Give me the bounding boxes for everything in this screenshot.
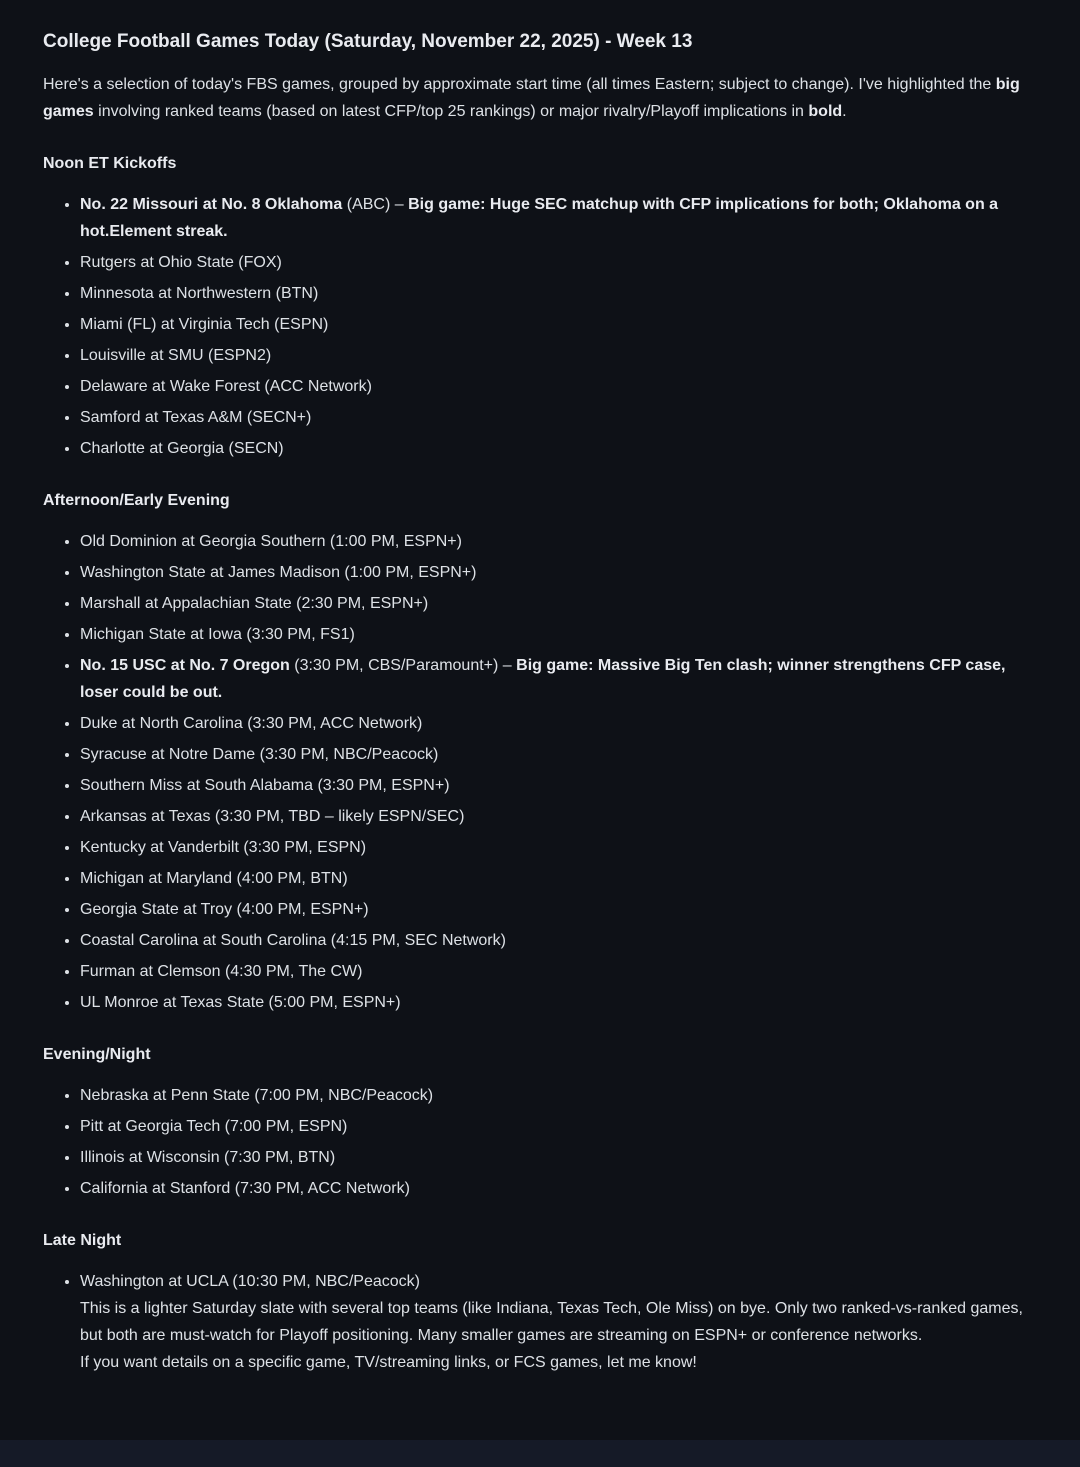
game-list-item bbox=[80, 741, 1035, 768]
note-line: This is a lighter Saturday slate with several top teams (like Indiana, Texas Tech, Ole Miss) on bye. Only two ranked-vs-ranked games, but both are must-watch for Playoff positioning. Many smaller games are streaming on ESPN+ or conference networks. bbox=[80, 1300, 1023, 1344]
game-list-item bbox=[80, 772, 1035, 799]
note-line: If you want details on a specific game, TV/streaming links, or FCS games, let me know! bbox=[80, 1354, 697, 1371]
game-text: Charlotte at Georgia (SECN) bbox=[80, 440, 284, 457]
intro-bold-text: big games bbox=[43, 76, 1020, 120]
game-list-item bbox=[80, 1144, 1035, 1171]
section-heading: Evening/Night bbox=[43, 1046, 151, 1063]
game-list-item bbox=[80, 989, 1035, 1016]
game-list-item bbox=[80, 621, 1035, 648]
game-text: Georgia State at Troy (4:00 PM, ESPN+) bbox=[80, 901, 369, 918]
game-list-item bbox=[80, 834, 1035, 861]
game-list-item bbox=[80, 927, 1035, 954]
game-list-item bbox=[80, 1082, 1035, 1109]
schedule-sections bbox=[43, 150, 1035, 1376]
game-list-item bbox=[80, 1175, 1035, 1202]
game-bold-text: Big game: Massive Big Ten clash; winner strengthens CFP case, loser could be out. bbox=[80, 657, 1006, 701]
section-heading: Afternoon/Early Evening bbox=[43, 492, 230, 509]
section-heading: Late Night bbox=[43, 1232, 122, 1249]
game-list-item bbox=[80, 404, 1035, 431]
game-list-item bbox=[80, 865, 1035, 892]
game-text: Michigan State at Iowa (3:30 PM, FS1) bbox=[80, 626, 355, 643]
game-list-item bbox=[80, 249, 1035, 276]
game-list-item bbox=[80, 590, 1035, 617]
game-list-item bbox=[80, 1268, 1035, 1376]
game-bold-text: Big game: Huge SEC matchup with CFP implications for both; Oklahoma on a hot.Element streak. bbox=[80, 196, 999, 240]
bottom-bar bbox=[0, 1440, 1080, 1467]
games-list bbox=[43, 528, 1035, 1016]
game-list-item bbox=[80, 652, 1035, 706]
game-text: Delaware at Wake Forest (ACC Network) bbox=[80, 378, 372, 395]
intro-bold-text: bold bbox=[808, 103, 843, 120]
game-text: Michigan at Maryland (4:00 PM, BTN) bbox=[80, 870, 348, 887]
game-text: Marshall at Appalachian State (2:30 PM, ESPN+) bbox=[80, 595, 429, 612]
game-text: Louisville at SMU (ESPN2) bbox=[80, 347, 272, 364]
game-text: Rutgers at Ohio State (FOX) bbox=[80, 254, 282, 271]
game-text: UL Monroe at Texas State (5:00 PM, ESPN+) bbox=[80, 994, 401, 1011]
intro-paragraph bbox=[43, 71, 1035, 125]
intro-text: . bbox=[842, 103, 847, 120]
game-text: (ABC) – bbox=[342, 196, 409, 213]
game-text: Pitt at Georgia Tech (7:00 PM, ESPN) bbox=[80, 1118, 348, 1135]
game-text: Arkansas at Texas (3:30 PM, TBD – likely ESPN/SEC) bbox=[80, 808, 465, 825]
game-text: California at Stanford (7:30 PM, ACC Network) bbox=[80, 1180, 410, 1197]
game-list-item bbox=[80, 803, 1035, 830]
game-text: Washington at UCLA (10:30 PM, NBC/Peacock) bbox=[80, 1273, 420, 1290]
game-text: Nebraska at Penn State (7:00 PM, NBC/Peacock) bbox=[80, 1087, 434, 1104]
games-list bbox=[43, 1082, 1035, 1202]
section-heading: Noon ET Kickoffs bbox=[43, 155, 177, 172]
game-list-item bbox=[80, 559, 1035, 586]
game-list-item bbox=[80, 311, 1035, 338]
game-text: Furman at Clemson (4:30 PM, The CW) bbox=[80, 963, 363, 980]
game-text: Illinois at Wisconsin (7:30 PM, BTN) bbox=[80, 1149, 336, 1166]
game-text: Minnesota at Northwestern (BTN) bbox=[80, 285, 319, 302]
game-text: (3:30 PM, CBS/Paramount+) – bbox=[289, 657, 517, 674]
game-text: Washington State at James Madison (1:00 PM, ESPN+) bbox=[80, 564, 477, 581]
games-list bbox=[43, 191, 1035, 462]
game-text: Old Dominion at Georgia Southern (1:00 PM, ESPN+) bbox=[80, 533, 462, 550]
game-list-item bbox=[80, 958, 1035, 985]
game-list-item bbox=[80, 373, 1035, 400]
game-list-item bbox=[80, 528, 1035, 555]
game-text: Coastal Carolina at South Carolina (4:15 PM, SEC Network) bbox=[80, 932, 506, 949]
game-list-item bbox=[80, 1113, 1035, 1140]
game-bold-text: No. 22 Missouri at No. 8 Oklahoma bbox=[80, 196, 343, 213]
game-list-item bbox=[80, 342, 1035, 369]
game-text: Syracuse at Notre Dame (3:30 PM, NBC/Peacock) bbox=[80, 746, 439, 763]
game-text: Kentucky at Vanderbilt (3:30 PM, ESPN) bbox=[80, 839, 367, 856]
game-text: Duke at North Carolina (3:30 PM, ACC Network) bbox=[80, 715, 423, 732]
games-list bbox=[43, 1268, 1035, 1376]
game-bold-text: No. 15 USC at No. 7 Oregon bbox=[80, 657, 290, 674]
game-list-item bbox=[80, 280, 1035, 307]
game-text: Miami (FL) at Virginia Tech (ESPN) bbox=[80, 316, 329, 333]
page-title: College Football Games Today (Saturday, November 22, 2025) - Week 13 bbox=[43, 31, 693, 52]
intro-text: involving ranked teams (based on latest CFP/top 25 rankings) or major rivalry/Playoff implications in bbox=[93, 103, 809, 120]
game-list-item bbox=[80, 896, 1035, 923]
game-list-item bbox=[80, 710, 1035, 737]
game-list-item bbox=[80, 191, 1035, 245]
game-list-item bbox=[80, 435, 1035, 462]
intro-text: Here's a selection of today's FBS games, grouped by approximate start time (all times Eastern; subject to change). I've highlighted the bbox=[43, 76, 996, 93]
game-text: Samford at Texas A&M (SECN+) bbox=[80, 409, 312, 426]
game-text: Southern Miss at South Alabama (3:30 PM, ESPN+) bbox=[80, 777, 450, 794]
